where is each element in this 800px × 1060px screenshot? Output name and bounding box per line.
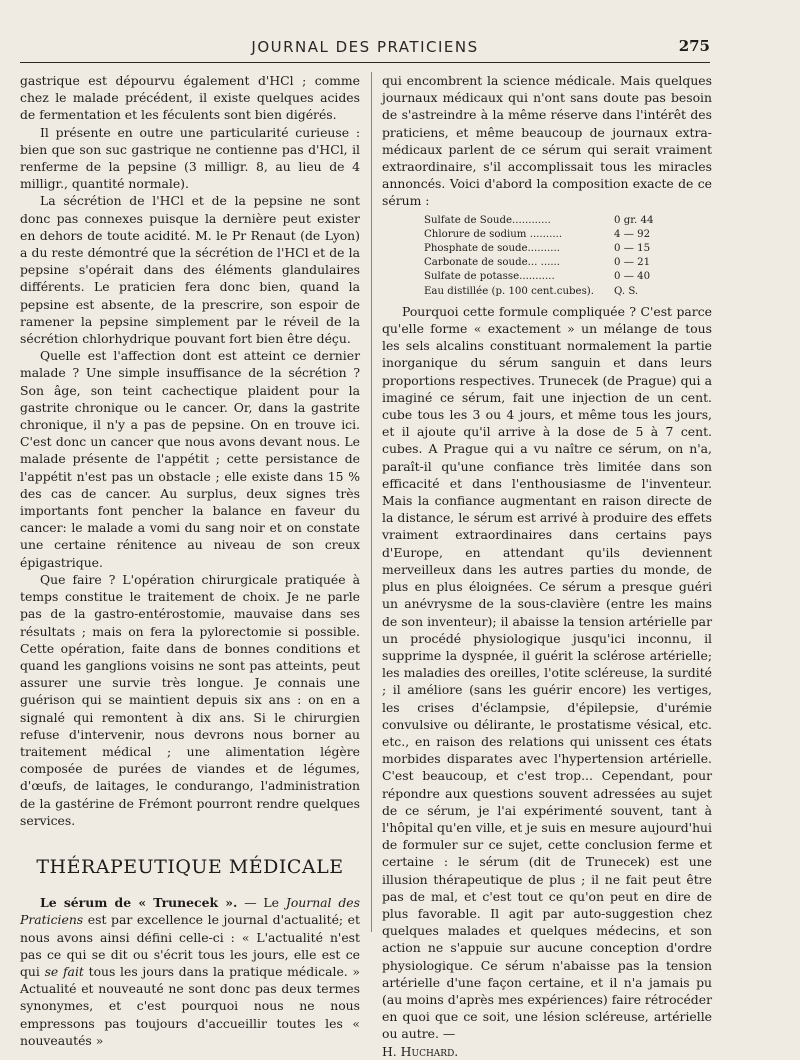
article-text: est par excellence le journal d'actualité; et nous avons ainsi défini celle-ci : « L'actualité n'est pas ce qui se dit ou s'écrit tous les jours, elle est ce qui (20, 912, 360, 979)
ingredient-qty: Q. S. (614, 285, 639, 297)
ingredient-name: Sulfate de potasse........... (424, 271, 555, 283)
paragraph: Quelle est l'affection dont est atteint ce dernier malade ? Une simple insuffisance de la sécrétion ? Son âge, son teint cachectique plaident pour la gastrite chronique ou le cancer. Or, dans la gastrite chronique, il n'y a pas de pepsine. On en trouve ici. C'est donc un cancer que nous avons devant nous. Le malade présente de l'appétit ; cette persistance de l'appétit n'est pas un obstacle ; elle existe dans 15 % des cas de cancer. Au surplus, deux signes très importants font pencher la balance en faveur du cancer: le malade a vomi du sang noir et on constate une certaine rénitence au niveau de son creux épigastrique. (20, 348, 360, 570)
ingredient-qty: 0 — 15 (614, 243, 651, 255)
ingredient-name: Eau distillée (p. 100 cent.cubes). (424, 285, 595, 297)
ingredient-qty: 0 — 21 (614, 257, 651, 269)
article-text: tous les jours dans la pratique médicale. » Actualité et nouveauté ne sont donc pas deux termes synonymes, et c'est pourquoi nous ne nous empressons pas toujours d'accueillir toutes les « nouveautés » (20, 963, 360, 1048)
paragraph: Il présente en outre une particularité curieuse : bien que son suc gastrique ne contienne pas d'HCl, il renferme de la pepsine (3 milligr. 8, au lieu de 4 milligr., quantité normale). (20, 124, 360, 192)
ingredient-qty: 0 — 40 (614, 271, 651, 283)
paragraph: qui encombrent la science médicale. Mais quelques journaux médicaux qui n'ont sans doute pas besoin de s'astreindre à la même réserve dans l'intérêt des praticiens, et même beaucoup de journaux extra-médicaux parlent de ce sérum qui serait vraiment extraordinaire, s'il accomplissait tous les miracles annoncés. Voici d'abord la composition exacte de ce sérum : (382, 73, 712, 209)
page-number: 275 (678, 37, 710, 55)
paragraph: gastrique est dépourvu également d'HCl ; comme chez le malade précédent, il existe quelques acides de fermentation et les féculents sont bien digérés. (20, 73, 360, 123)
ingredient-name: Sulfate de Soude............ (424, 214, 551, 226)
author-signature: H. Huchard. (382, 1043, 459, 1059)
running-header (20, 34, 710, 63)
paragraph: Que faire ? L'opération chirurgicale pratiquée à temps constitue le traitement de choix. Je ne parle pas de la gastro-entérostomie, mauvaise dans ses résultats ; mais on fera la pylorectomie si possible. Cette opération, faite dans de bonnes conditions et quand les ganglions voisins ne sont pas atteints, peut assurer une survie très longue. Je connais une guérison qui se maintient depuis six ans : on en a signalé qui remontent à dix ans. Si le chirurgien refuse d'intervenir, nous devrons nous borner au traitement médical ; une alimentation légère composée de purées de viandes et de légumes, d'œufs, de laitages, le condurango, l'administration de la gastérine de Frémont pourront rendre quelques services. (20, 571, 360, 828)
composition-table (424, 214, 684, 299)
journal-title: JOURNAL DES PRATICIENS (251, 38, 479, 56)
table-row (424, 228, 684, 242)
section-title: THÉRAPEUTIQUE MÉDICALE (36, 855, 344, 878)
article-heading: Le sérum de « Trunecek ». (40, 895, 238, 911)
paragraph: Pourquoi cette formule compliquée ? C'est parce qu'elle forme « exactement » un mélange de tous les sels alcalins constituant normalement la partie inorganique du sérum sanguin et dans leurs proportions respectives. Trunecek (de Prague) qui a imaginé ce sérum, fait une injection de un cent. cube tous les 3 ou 4 jours, et même tous les jours, et il ajoute qu'il arrive à la dose de 5 à 7 cent. cubes. A Prague qui a vu naître ce sérum, on n'a, paraît-il qu'une confiance très limitée dans son efficacité et dans l'enthousiasme de l'inventeur. Mais la confiance augmentant en raison directe de la distance, le sérum est arrivé à produire des effets vraiment extraordinaires dans certains pays d'Europe, en attendant qu'ils deviennent merveilleux dans les autres parties du monde, de plus en plus éloignées. Ce sérum a presque guéri un anévrysme de la sous-clavière (entre les mains de son inventeur); il abaisse la tension artérielle par un procédé physiologique jusqu'ici inconnu, il supprime la dyspnée, il guérit la sclérose artérielle; les maladies des oreilles, l'otite scléreuse, la surdité ; il améliore (sans les guérir encore) les vertiges, les crises d'éclampsie, d'épilepsie, d'urémie convulsive ou délirante, le prostatisme vésical, etc. etc., en raison des relations qui unissent ces états morbides disparates avec l'hypertension artérielle. C'est beaucoup, et c'est trop... Cependant, pour répondre aux questions souvent adressées au sujet de ce sérum, je l'ai expérimenté souvent, tant à l'hôpital qu'en ville, et je suis en mesure aujourd'hui de formuler sur ce sujet, cette conclusion ferme et certaine : le sérum (dit de Trunecek) est une illusion thérapeutique de plus ; il ne fait peut être pas de mal, et c'est tout ce qu'on peut en dire de plus favorable. Il agit par auto-suggestion chez quelques malades et quelques médecins, et son action ne s'appuie sur aucune conception d'ordre physiologique. Ce sérum n'abaisse pas la tension artérielle d'une façon certaine, et il n'a jamais pu (au moins d'après mes expériences) faire rétrocéder en quoi que ce soit, une lésion scléreuse, artérielle ou autre. — (382, 303, 712, 1042)
column-divider (371, 72, 372, 932)
left-column (20, 72, 360, 1049)
article-dash: — Le (237, 895, 286, 911)
table-row (424, 270, 684, 284)
ingredient-name: Phosphate de soude.......... (424, 243, 560, 255)
ingredient-name: Carbonate de soude... ...... (424, 257, 561, 269)
table-row (424, 256, 684, 270)
journal-name: Journal des Praticiens (20, 895, 360, 928)
article-paragraph (20, 894, 360, 1049)
paragraph: La sécrétion de l'HCl et de la pepsine ne sont donc pas connexes puisque la dernière peut exister en dehors de toute acidité. M. le Pr Renaut (de Lyon) a du reste démontré que la sécrétion de l'HCl et de la pepsine s'opérait dans des éléments glandulaires différents. Le praticien fera donc bien, quand la pepsine est absente, de la prescrire, son espoir de ramener la pepsine simplement par le réveil de la sécrétion chlorhydrique pouvant fort bien être déçu. (20, 193, 360, 347)
table-row (424, 214, 684, 228)
ingredient-name: Chlorure de sodium .......... (424, 228, 563, 240)
ingredient-qty: 4 — 92 (614, 228, 651, 240)
ingredient-qty: 0 gr. 44 (614, 214, 654, 226)
table-row (424, 242, 684, 256)
right-column (382, 72, 712, 1060)
table-row (424, 285, 684, 299)
emphasis: se fait (44, 963, 84, 979)
